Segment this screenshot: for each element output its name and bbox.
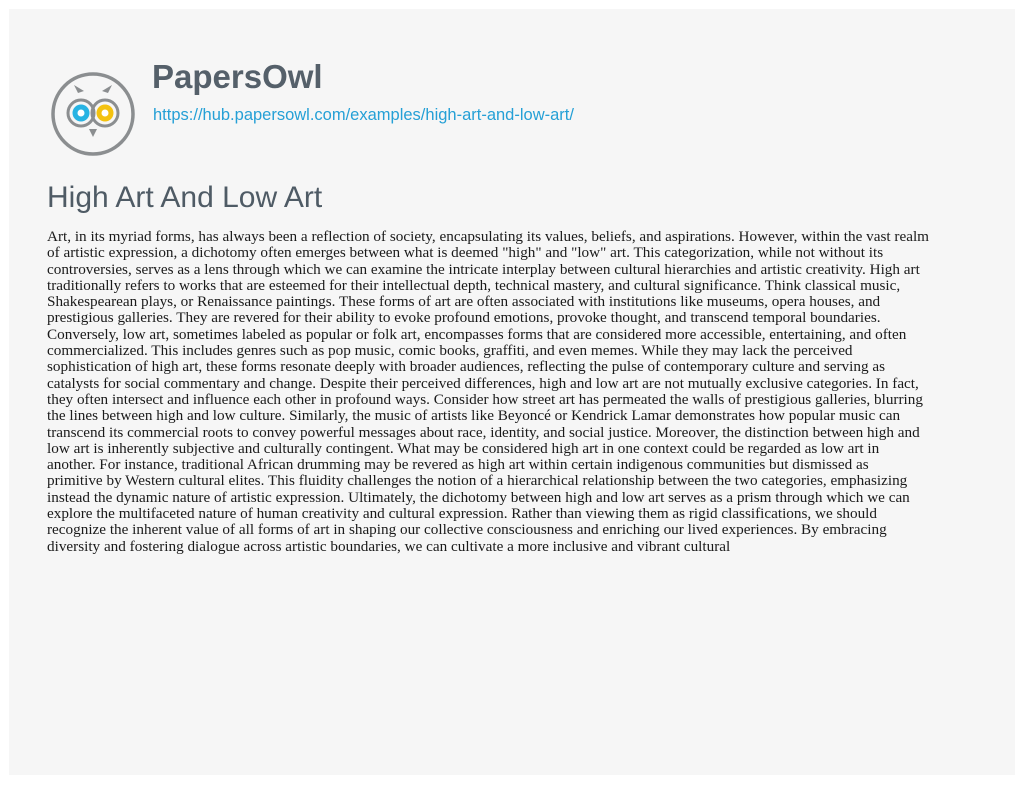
source-url-link[interactable]: https://hub.papersowl.com/examples/high-art-and-low-art/ xyxy=(153,106,574,124)
body-line: low art is inherently subjective and culturally contingent. What may be considered high art in one context could be regarded as low art in xyxy=(47,439,880,457)
body-line: they often intersect and influence each other in profound ways. Consider how street art has permeated the walls of prestigious galleries, blurring xyxy=(47,390,923,408)
body-line: transcend its commercial roots to convey powerful messages about race, identity, and social justice. Moreover, the distinction between high and xyxy=(47,423,920,441)
body-line: Conversely, low art, sometimes labeled as popular or folk art, encompasses forms that are considered more accessible, entertaining, and often xyxy=(47,325,907,343)
body-line: primitive by Western cultural elites. This fluidity challenges the notion of a hierarchical relationship between the two categories, emphasizing xyxy=(47,472,908,490)
body-line: prestigious galleries. They are revered for their ability to evoke profound emotions, provoke thought, and transcend temporal boundaries. xyxy=(47,309,881,327)
body-line: another. For instance, traditional African drumming may be revered as high art within certain indigenous communities but dismissed as xyxy=(47,456,869,474)
document-page xyxy=(9,9,1015,775)
body-line: of artistic expression, a dichotomy often emerges between what is deemed "high" and "low" art. This categorization, while not without its xyxy=(47,244,884,262)
brand-name: PapersOwl xyxy=(152,58,323,95)
site-header xyxy=(9,9,1015,167)
body-line: sophistication of high art, these forms resonate deeply with broader audiences, reflecting the pulse of contemporary culture and serving as xyxy=(47,358,885,376)
document-title: High Art And Low Art xyxy=(47,181,323,214)
body-line: catalysts for social commentary and change. Despite their perceived differences, high and low art are not mutually exclusive categories. In fact, xyxy=(47,374,919,392)
body-line: traditionally refers to works that are esteemed for their intellectual depth, technical mastery, and cultural significance. Think classical music, xyxy=(47,276,901,294)
body-line: commercialized. This includes genres such as pop music, comic books, graffiti, and even memes. While they may lack the perceived xyxy=(47,342,853,360)
body-line: diversity and fostering dialogue across artistic boundaries, we can cultivate a more inclusive and vibrant cultural xyxy=(47,537,731,555)
body-line: recognize the inherent value of all forms of art in shaping our collective consciousness and enriching our lived experiences. By embracing xyxy=(47,521,887,539)
document-body xyxy=(47,229,995,555)
body-line: controversies, serves as a lens through which we can examine the intricate interplay between cultural hierarchies and artistic creativity. High art xyxy=(47,260,920,278)
body-line: the lines between high and low culture. Similarly, the music of artists like Beyoncé or Kendrick Lamar demonstrates how popular music can xyxy=(47,407,901,425)
body-line: Shakespearean plays, or Renaissance paintings. These forms of art are often associated with institutions like museums, opera houses, and xyxy=(47,293,881,311)
body-line: instead the dynamic nature of artistic expression. Ultimately, the dichotomy between high and low art serves as a prism through which we can xyxy=(47,488,910,506)
body-line: Art, in its myriad forms, has always been a reflection of society, encapsulating its values, beliefs, and aspirations. However, within the vast realm xyxy=(47,228,929,245)
owl-logo-icon[interactable] xyxy=(50,71,136,157)
body-line: explore the multifaceted nature of human creativity and cultural expression. Rather than viewing them as rigid classifications, we should xyxy=(47,505,877,523)
